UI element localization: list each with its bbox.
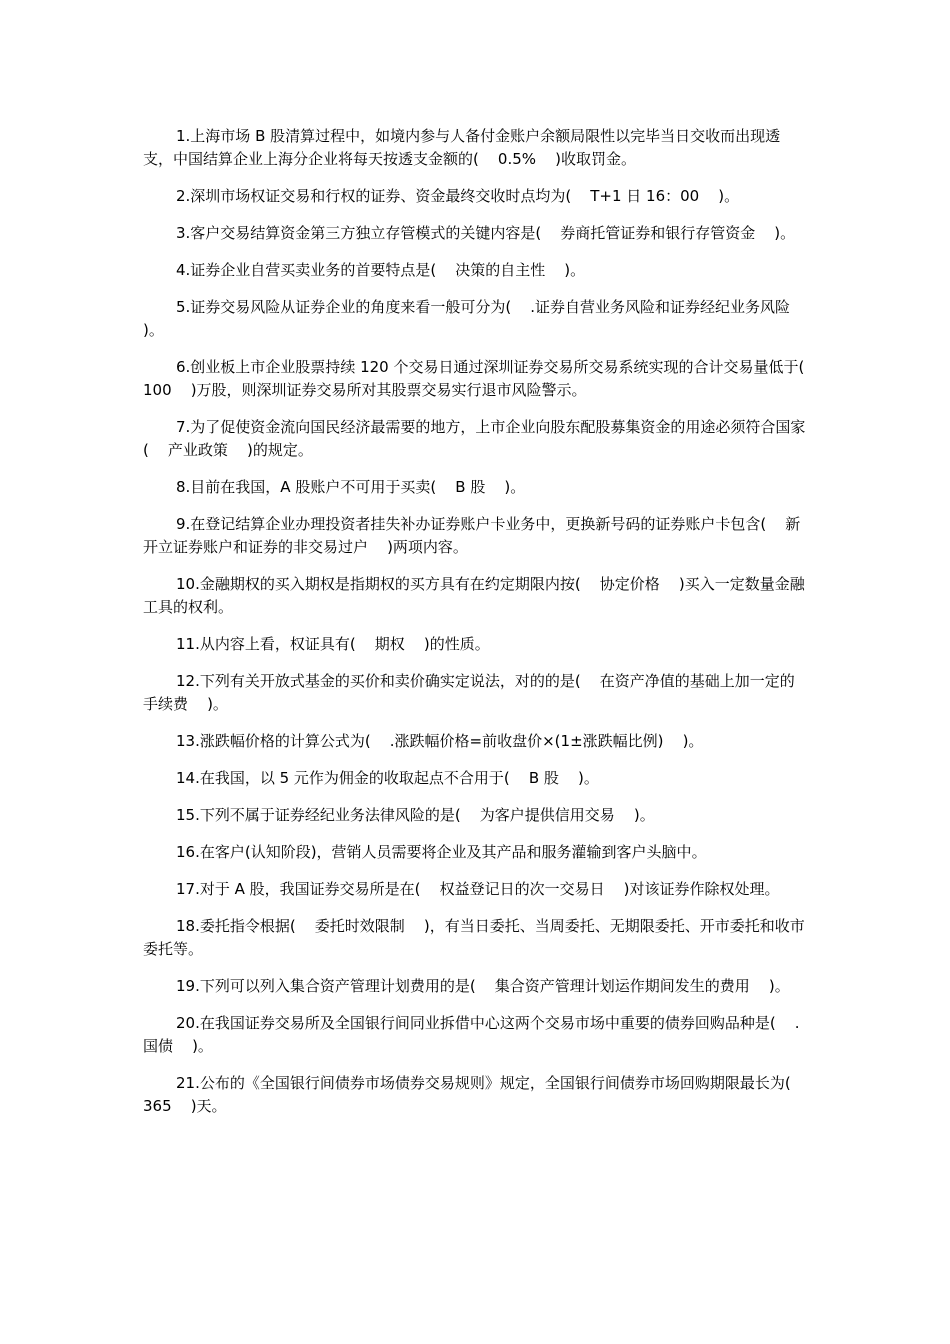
question-4: 4.证券企业自营买卖业务的首要特点是( 决策的自主性 )。: [176, 261, 586, 279]
question-19: 19.下列可以列入集合资产管理计划费用的是( 集合资产管理计划运作期间发生的费用 )。: [176, 977, 790, 995]
question-6: 6.创业板上市企业股票持续 120 个交易日通过深圳证券交易所交易系统实现的合计交易量低于( 100 )万股，则深圳证券交易所对其股票交易实行退市风险警示。: [143, 358, 824, 399]
question-8: 8.目前在我国，A 股账户不可用于买卖( B 股 )。: [176, 478, 526, 496]
question-13: 13.涨跌幅价格的计算公式为( .涨跌幅价格=前收盘价×(1±涨跌幅比例) )。: [176, 732, 704, 750]
question-7: 7.为了促使资金流向国民经济最需要的地方，上市企业向股东配股募集资金的用途必须符合国家( 产业政策 )的规定。: [143, 418, 806, 459]
question-18: 18.委托指令根据( 委托时效限制 )，有当日委托、当周委托、无期限委托、开市委托和收市委托等。: [143, 917, 805, 958]
question-21: 21.公布的《全国银行间债券市场债券交易规则》规定，全国银行间债券市场回购期限最长为( 365 )天。: [143, 1074, 810, 1115]
question-15: 15.下列不属于证券经纪业务法律风险的是( 为客户提供信用交易 )。: [176, 806, 655, 824]
question-10: 10.金融期权的买入期权是指期权的买方具有在约定期限内按( 协定价格 )买入一定数量金融工具的权利。: [143, 575, 805, 616]
question-5: 5.证券交易风险从证券企业的角度来看一般可分为( .证券自营业务风险和证券经纪业务风险 )。: [143, 298, 810, 339]
document-page: [143, 125, 824, 1132]
question-20: 20.在我国证券交易所及全国银行间同业拆借中心这两个交易市场中重要的债券回购品种是( .国债 )。: [143, 1014, 800, 1055]
question-1: 1.上海市场 B 股清算过程中，如境内参与人备付金账户余额局限性以完毕当日交收而出现透支，中国结算企业上海分企业将每天按透支金额的( 0.5% )收取罚金。: [143, 127, 781, 168]
question-12: 12.下列有关开放式基金的买价和卖价确实定说法，对的的是( 在资产净值的基础上加一定的手续费 )。: [143, 672, 795, 713]
question-11: 11.从内容上看，权证具有( 期权 )的性质。: [176, 635, 490, 653]
question-2: 2.深圳市场权证交易和行权的证券、资金最终交收时点均为( T+1 日 16：00 )。: [176, 187, 740, 205]
question-14: 14.在我国，以 5 元作为佣金的收取起点不合用于( B 股 )。: [176, 769, 599, 787]
question-9: 9.在登记结算企业办理投资者挂失补办证券账户卡业务中，更换新号码的证券账户卡包含( 新开立证券账户和证券的非交易过户 )两项内容。: [143, 515, 801, 556]
question-3: 3.客户交易结算资金第三方独立存管模式的关键内容是( 券商托管证券和银行存管资金 )。: [176, 224, 796, 242]
question-17: 17.对于 A 股，我国证券交易所是在( 权益登记日的次一交易日 )对该证券作除权处理。: [176, 880, 780, 898]
question-16: 16.在客户(认知阶段)，营销人员需要将企业及其产品和服务灌输到客户头脑中。: [176, 843, 707, 861]
